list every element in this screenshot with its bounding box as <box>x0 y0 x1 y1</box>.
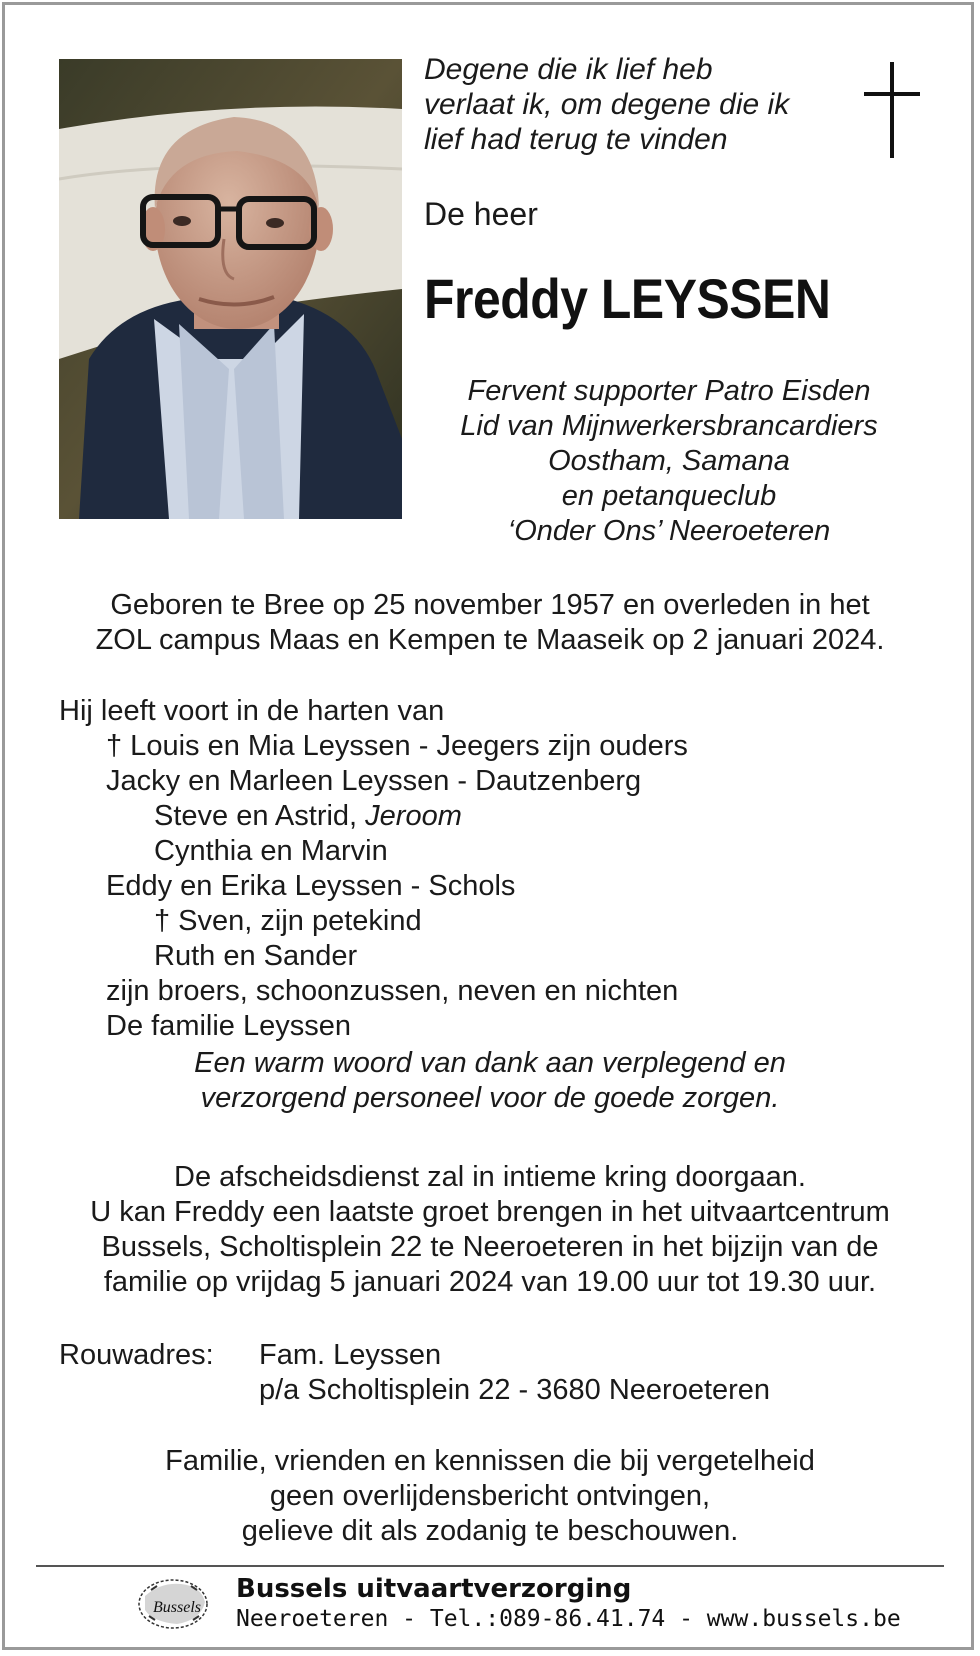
family-member: Jacky en Marleen Leyssen - Dautzenberg <box>106 765 642 797</box>
notice-line: gelieve dit als zodanig te beschouwen. <box>241 1515 739 1547</box>
affiliation-line: Lid van Mijnwerkersbrancardiers <box>460 410 878 442</box>
cross-icon <box>864 62 920 158</box>
birth-death-statement <box>40 588 940 658</box>
statement-line: ZOL campus Maas en Kempen te Maaseik op 2 januari 2024. <box>95 624 885 656</box>
address-label: Rouwadres: <box>59 1339 214 1371</box>
thanks-message <box>40 1046 940 1116</box>
address-line: Fam. Leyssen <box>259 1339 442 1371</box>
family-member: Cynthia en Marvin <box>154 835 388 867</box>
affiliation-line: ‘Onder Ons’ Neeroeteren <box>507 515 831 547</box>
affiliations <box>424 374 914 549</box>
family-member: Ruth en Sander <box>154 940 358 972</box>
thanks-line: verzorgend personeel voor de goede zorgen. <box>200 1082 780 1114</box>
thanks-line: Een warm woord van dank aan verplegend en <box>194 1047 786 1079</box>
family-member: Eddy en Erika Leyssen - Schols <box>106 870 516 902</box>
portrait-photo <box>59 59 402 519</box>
notice-message <box>40 1444 940 1549</box>
footer-divider <box>36 1565 944 1567</box>
honorific: De heer <box>424 196 538 232</box>
affiliation-line: Fervent supporter Patro Eisden <box>467 375 871 407</box>
service-line: De afscheidsdienst zal in intieme kring doorgaan. <box>174 1161 806 1193</box>
service-info <box>30 1160 950 1300</box>
quote-line: verlaat ik, om degene die ik <box>424 88 790 121</box>
deceased-name: Freddy LEYSSEN <box>424 267 831 330</box>
quote-line: Degene die ik lief heb <box>424 53 713 86</box>
family-member: zijn broers, schoonzussen, neven en nichten <box>106 975 679 1007</box>
affiliation-line: en petanqueclub <box>561 480 777 512</box>
funeral-home-contact: Neeroeteren - Tel.:089-86.41.74 - www.bussels.be <box>236 1606 901 1632</box>
family-member <box>59 799 939 834</box>
quote-line: lief had terug te vinden <box>424 123 728 156</box>
address-line: p/a Scholtisplein 22 - 3680 Neeroeteren <box>259 1374 771 1406</box>
family-member-italic: Jeroom <box>365 800 462 832</box>
family-intro: Hij leeft voort in de harten van <box>59 695 445 727</box>
statement-line: Geboren te Bree op 25 november 1957 en overleden in het <box>110 589 870 621</box>
service-line: U kan Freddy een laatste groet brengen in het uitvaartcentrum <box>90 1196 890 1228</box>
family-member: † Louis en Mia Leyssen - Jeegers zijn ouders <box>106 730 688 762</box>
service-line: familie op vrijdag 5 januari 2024 van 19.00 uur tot 19.30 uur. <box>103 1266 877 1298</box>
service-line: Bussels, Scholtisplein 22 te Neeroeteren in het bijzijn van de <box>101 1231 879 1263</box>
family-member: De familie Leyssen <box>106 1010 351 1042</box>
affiliation-line: Oostham, Samana <box>548 445 790 477</box>
bussels-logo <box>131 1576 223 1632</box>
family-list <box>59 694 939 1044</box>
memorial-quote <box>424 52 789 157</box>
family-member-text: Steve en Astrid, <box>154 800 366 832</box>
notice-line: geen overlijdensbericht ontvingen, <box>269 1480 711 1512</box>
mourning-address <box>259 1338 770 1408</box>
funeral-home-name: Bussels uitvaartverzorging <box>236 1574 632 1604</box>
logo-text: Bussels <box>153 1599 201 1616</box>
family-member: † Sven, zijn petekind <box>154 905 422 937</box>
notice-line: Familie, vrienden en kennissen die bij vergetelheid <box>165 1445 815 1477</box>
